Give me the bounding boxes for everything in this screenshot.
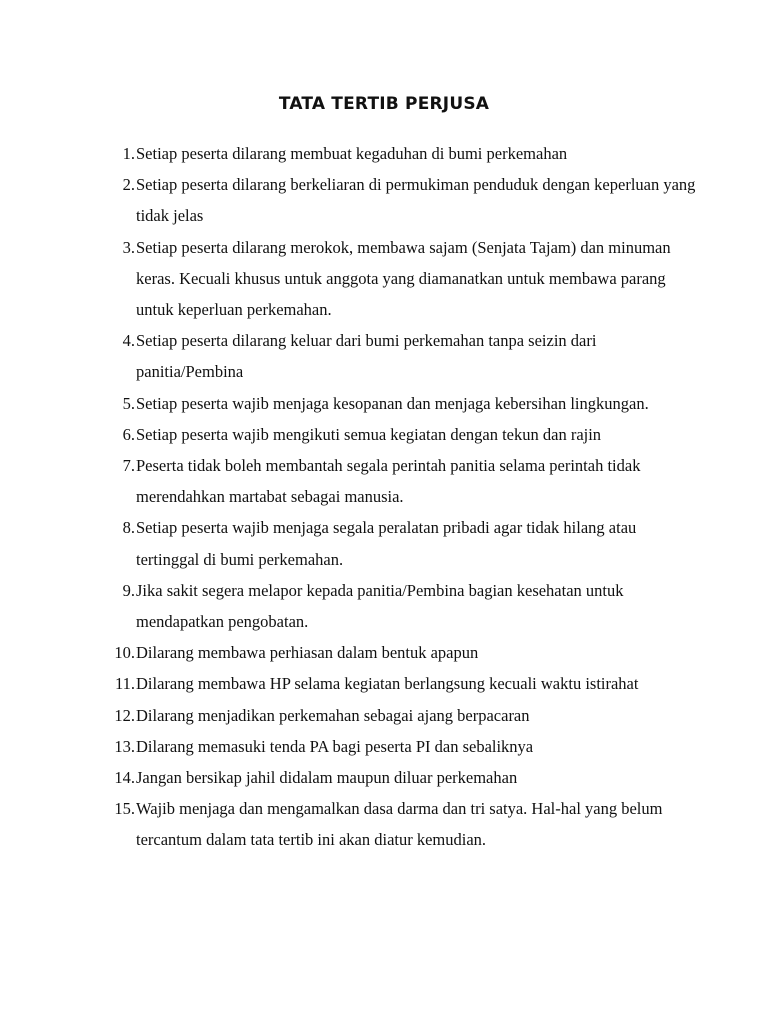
rule-text: Peserta tidak boleh membantah segala perintah panitia selama perintah tidak merendahkan martabat sebagai manusia.: [136, 456, 641, 507]
rule-item-15: [100, 793, 700, 855]
rule-text: Setiap peserta wajib menjaga segala peralatan pribadi agar tidak hilang atau tertinggal di bumi perkemahan.: [136, 518, 637, 569]
rule-item-11: [100, 668, 700, 699]
rule-number: 9.: [122, 580, 135, 600]
rule-number: 2.: [122, 175, 135, 195]
rule-number: 4.: [122, 331, 135, 351]
rule-item-4: [100, 325, 700, 387]
rule-text: Setiap peserta dilarang merokok, membawa sajam (Senjata Tajam) dan minuman keras. Kecuali khusus untuk anggota yang diamanatkan untuk membawa parang untuk keperluan perkemahan.: [136, 237, 671, 320]
rule-number: 7.: [122, 456, 135, 476]
rule-text: Dilarang membawa HP selama kegiatan berlangsung kecuali waktu istirahat: [136, 674, 639, 694]
rule-item-10: [100, 637, 700, 668]
rule-text: Dilarang memasuki tenda PA bagi peserta PI dan sebaliknya: [136, 736, 534, 756]
rule-item-9: [100, 575, 700, 637]
rule-text: Setiap peserta wajib mengikuti semua kegiatan dengan tekun dan rajin: [136, 424, 602, 444]
rule-item-8: [100, 512, 700, 574]
rule-item-14: [100, 762, 700, 793]
rule-item-5: [100, 388, 700, 419]
rule-text: Jangan bersikap jahil didalam maupun diluar perkemahan: [136, 768, 518, 788]
rule-item-1: [100, 138, 700, 169]
rule-text: Jika sakit segera melapor kepada panitia/Pembina bagian kesehatan untuk mendapatkan pengobatan.: [136, 580, 624, 632]
rule-item-2: [100, 169, 700, 231]
rule-text: Dilarang membawa perhiasan dalam bentuk apapun: [136, 643, 479, 663]
rule-number: 11.: [114, 674, 135, 694]
rule-text: Dilarang menjadikan perkemahan sebagai ajang berpacaran: [136, 705, 530, 725]
rule-item-12: [100, 700, 700, 731]
rules-list: [100, 138, 700, 856]
rule-number: 14.: [114, 768, 135, 788]
rule-number: 5.: [122, 393, 135, 413]
rule-item-3: [100, 232, 700, 326]
rule-item-6: [100, 419, 700, 450]
document-title: TATA TERTIB PERJUSA: [278, 94, 490, 114]
rule-text: Setiap peserta dilarang berkeliaran di permukiman penduduk dengan keperluan yang tidak jelas: [136, 175, 696, 226]
rule-number: 13.: [114, 736, 135, 756]
rule-number: 6.: [122, 424, 135, 444]
rule-item-7: [100, 450, 700, 512]
rule-item-13: [100, 731, 700, 762]
rule-text: Setiap peserta dilarang keluar dari bumi perkemahan tanpa seizin dari panitia/Pembina: [136, 331, 597, 382]
rule-number: 1.: [122, 144, 135, 163]
rule-text: Setiap peserta dilarang membuat kegaduhan di bumi perkemahan: [136, 144, 568, 163]
rule-number: 3.: [122, 237, 135, 257]
rule-text: Wajib menjaga dan mengamalkan dasa darma dan tri satya. Hal-hal yang belum tercantum dalam tata tertib ini akan diatur kemudian.: [136, 799, 663, 850]
rule-number: 10.: [114, 643, 135, 663]
rule-number: 8.: [122, 518, 135, 538]
rule-number: 12.: [114, 705, 135, 725]
rule-number: 15.: [114, 799, 135, 819]
rule-text: Setiap peserta wajib menjaga kesopanan dan menjaga kebersihan lingkungan.: [136, 393, 649, 413]
